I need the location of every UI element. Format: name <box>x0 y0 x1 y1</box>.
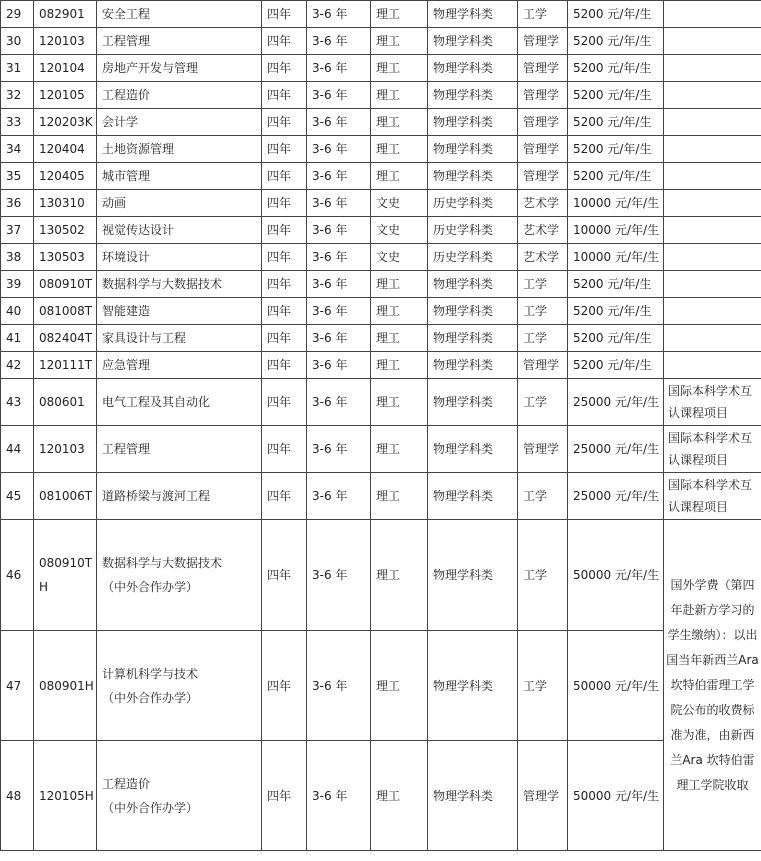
major-code: 120111T <box>34 352 97 379</box>
major-name <box>97 631 262 741</box>
major-code: 120105 <box>34 82 97 109</box>
row-index: 33 <box>1 109 34 136</box>
degree: 管理学 <box>518 109 568 136</box>
table-row <box>1 1 761 28</box>
degree: 管理学 <box>518 741 568 851</box>
duration: 四年 <box>262 217 307 244</box>
subject-group: 历史学科类 <box>428 190 518 217</box>
study-years: 3-6 年 <box>307 244 371 271</box>
duration: 四年 <box>262 271 307 298</box>
major-code: 080910T <box>34 271 97 298</box>
table-row <box>1 741 761 851</box>
degree: 管理学 <box>518 136 568 163</box>
category: 理工 <box>371 109 428 136</box>
note <box>664 217 761 244</box>
major-code: 130503 <box>34 244 97 271</box>
duration: 四年 <box>262 298 307 325</box>
row-index: 42 <box>1 352 34 379</box>
table-row <box>1 426 761 473</box>
table-row <box>1 28 761 55</box>
note <box>664 163 761 190</box>
duration: 四年 <box>262 631 307 741</box>
duration: 四年 <box>262 1 307 28</box>
major-name: 视觉传达设计 <box>97 217 262 244</box>
study-years: 3-6 年 <box>307 473 371 520</box>
duration: 四年 <box>262 163 307 190</box>
study-years: 3-6 年 <box>307 109 371 136</box>
category: 理工 <box>371 741 428 851</box>
major-name: 电气工程及其自动化 <box>97 379 262 426</box>
subject-group: 物理学科类 <box>428 741 518 851</box>
tuition-fee: 10000 元/年/生 <box>568 190 664 217</box>
major-name: 环境设计 <box>97 244 262 271</box>
category: 理工 <box>371 631 428 741</box>
study-years: 3-6 年 <box>307 741 371 851</box>
table-row <box>1 473 761 520</box>
tuition-fee: 10000 元/年/生 <box>568 244 664 271</box>
row-index: 48 <box>1 741 34 851</box>
tuition-fee: 5200 元/年/生 <box>568 109 664 136</box>
note <box>664 298 761 325</box>
major-code: 120103 <box>34 28 97 55</box>
row-index: 38 <box>1 244 34 271</box>
degree: 管理学 <box>518 82 568 109</box>
row-index: 39 <box>1 271 34 298</box>
category: 文史 <box>371 217 428 244</box>
major-code: 130310 <box>34 190 97 217</box>
subject-group: 物理学科类 <box>428 325 518 352</box>
subject-group: 历史学科类 <box>428 217 518 244</box>
category: 理工 <box>371 426 428 473</box>
subject-group: 物理学科类 <box>428 1 518 28</box>
major-name: 土地资源管理 <box>97 136 262 163</box>
major-code: 120405 <box>34 163 97 190</box>
major-name: 会计学 <box>97 109 262 136</box>
degree: 管理学 <box>518 163 568 190</box>
table-row <box>1 352 761 379</box>
major-name: 工程造价 <box>97 82 262 109</box>
subject-group: 物理学科类 <box>428 473 518 520</box>
row-index: 34 <box>1 136 34 163</box>
major-name: 家具设计与工程 <box>97 325 262 352</box>
major-name: 智能建造 <box>97 298 262 325</box>
category: 理工 <box>371 28 428 55</box>
subject-group: 物理学科类 <box>428 379 518 426</box>
duration: 四年 <box>262 190 307 217</box>
major-code: 080601 <box>34 379 97 426</box>
major-name: 动画 <box>97 190 262 217</box>
table-row <box>1 136 761 163</box>
degree: 工学 <box>518 631 568 741</box>
study-years: 3-6 年 <box>307 520 371 631</box>
subject-group: 物理学科类 <box>428 28 518 55</box>
major-name: 工程管理 <box>97 426 262 473</box>
major-code: 080910TH <box>34 520 97 631</box>
major-name-text: 计算机科学与技术 <box>102 666 199 681</box>
category: 理工 <box>371 136 428 163</box>
major-code: 130502 <box>34 217 97 244</box>
subject-group: 物理学科类 <box>428 82 518 109</box>
degree: 管理学 <box>518 426 568 473</box>
table-row <box>1 325 761 352</box>
table-row <box>1 109 761 136</box>
subject-group: 物理学科类 <box>428 298 518 325</box>
duration: 四年 <box>262 352 307 379</box>
subject-group: 历史学科类 <box>428 244 518 271</box>
study-years: 3-6 年 <box>307 28 371 55</box>
major-code: 081008T <box>34 298 97 325</box>
category: 理工 <box>371 473 428 520</box>
duration: 四年 <box>262 109 307 136</box>
tuition-fee: 25000 元/年/生 <box>568 379 664 426</box>
tuition-fee: 5200 元/年/生 <box>568 136 664 163</box>
degree: 工学 <box>518 325 568 352</box>
tuition-fee: 10000 元/年/生 <box>568 217 664 244</box>
category: 理工 <box>371 82 428 109</box>
major-name: 数据科学与大数据技术 <box>97 271 262 298</box>
row-index: 36 <box>1 190 34 217</box>
table-row <box>1 217 761 244</box>
row-index: 45 <box>1 473 34 520</box>
major-name: 工程管理 <box>97 28 262 55</box>
tuition-fee: 5200 元/年/生 <box>568 1 664 28</box>
degree: 艺术学 <box>518 244 568 271</box>
cooperation-label: （中外合作办学） <box>102 690 199 705</box>
study-years: 3-6 年 <box>307 298 371 325</box>
study-years: 3-6 年 <box>307 217 371 244</box>
row-index: 40 <box>1 298 34 325</box>
degree: 管理学 <box>518 28 568 55</box>
row-index: 30 <box>1 28 34 55</box>
major-code: 082404T <box>34 325 97 352</box>
subject-group: 物理学科类 <box>428 136 518 163</box>
table-row <box>1 379 761 426</box>
major-code: 120104 <box>34 55 97 82</box>
duration: 四年 <box>262 473 307 520</box>
study-years: 3-6 年 <box>307 426 371 473</box>
study-years: 3-6 年 <box>307 136 371 163</box>
merged-note: 国外学费（第四年赴新方学习的学生缴纳）：以出国当年新西兰Ara 坎特伯雷理工学院公布的收费标准为准，由新西兰Ara 坎特伯雷理工学院收取 <box>664 520 761 851</box>
major-name: 安全工程 <box>97 1 262 28</box>
degree: 艺术学 <box>518 190 568 217</box>
table-row <box>1 190 761 217</box>
degree: 工学 <box>518 1 568 28</box>
note <box>664 1 761 28</box>
note <box>664 325 761 352</box>
category: 理工 <box>371 271 428 298</box>
category: 理工 <box>371 1 428 28</box>
row-index: 44 <box>1 426 34 473</box>
study-years: 3-6 年 <box>307 163 371 190</box>
row-index: 31 <box>1 55 34 82</box>
category: 理工 <box>371 352 428 379</box>
note <box>664 244 761 271</box>
subject-group: 物理学科类 <box>428 163 518 190</box>
row-index: 37 <box>1 217 34 244</box>
study-years: 3-6 年 <box>307 1 371 28</box>
study-years: 3-6 年 <box>307 55 371 82</box>
study-years: 3-6 年 <box>307 82 371 109</box>
table-row <box>1 520 761 631</box>
subject-group: 物理学科类 <box>428 631 518 741</box>
major-name: 道路桥梁与渡河工程 <box>97 473 262 520</box>
major-code: 120404 <box>34 136 97 163</box>
tuition-fee: 50000 元/年/生 <box>568 741 664 851</box>
major-name <box>97 520 262 631</box>
tuition-fee: 5200 元/年/生 <box>568 352 664 379</box>
subject-group: 物理学科类 <box>428 55 518 82</box>
row-index: 35 <box>1 163 34 190</box>
note <box>664 82 761 109</box>
duration: 四年 <box>262 136 307 163</box>
duration: 四年 <box>262 28 307 55</box>
duration: 四年 <box>262 426 307 473</box>
duration: 四年 <box>262 82 307 109</box>
major-name-text: 数据科学与大数据技术 <box>102 556 223 570</box>
row-index: 41 <box>1 325 34 352</box>
degree: 管理学 <box>518 352 568 379</box>
row-index: 32 <box>1 82 34 109</box>
tuition-fee: 5200 元/年/生 <box>568 82 664 109</box>
table-row <box>1 298 761 325</box>
major-name: 城市管理 <box>97 163 262 190</box>
study-years: 3-6 年 <box>307 271 371 298</box>
tuition-fee: 25000 元/年/生 <box>568 473 664 520</box>
subject-group: 物理学科类 <box>428 352 518 379</box>
tuition-fee: 50000 元/年/生 <box>568 631 664 741</box>
tuition-fee: 25000 元/年/生 <box>568 426 664 473</box>
table-row <box>1 271 761 298</box>
note <box>664 109 761 136</box>
subject-group: 物理学科类 <box>428 426 518 473</box>
duration: 四年 <box>262 379 307 426</box>
table-row <box>1 82 761 109</box>
category: 文史 <box>371 244 428 271</box>
tuition-fee: 5200 元/年/生 <box>568 325 664 352</box>
major-name: 应急管理 <box>97 352 262 379</box>
study-years: 3-6 年 <box>307 325 371 352</box>
category: 理工 <box>371 298 428 325</box>
major-code: 082901 <box>34 1 97 28</box>
major-code: 080901H <box>34 631 97 741</box>
duration: 四年 <box>262 55 307 82</box>
category: 理工 <box>371 520 428 631</box>
study-years: 3-6 年 <box>307 379 371 426</box>
degree: 管理学 <box>518 55 568 82</box>
cooperation-label: （中外合作办学） <box>102 800 199 815</box>
table-row <box>1 244 761 271</box>
note <box>664 190 761 217</box>
note: 国际本科学术互认课程项目 <box>664 473 761 520</box>
tuition-fee: 5200 元/年/生 <box>568 298 664 325</box>
cooperation-label: （中外合作办学） <box>102 580 199 594</box>
category: 文史 <box>371 190 428 217</box>
note <box>664 28 761 55</box>
degree: 工学 <box>518 473 568 520</box>
subject-group: 物理学科类 <box>428 271 518 298</box>
duration: 四年 <box>262 741 307 851</box>
major-name <box>97 741 262 851</box>
category: 理工 <box>371 55 428 82</box>
study-years: 3-6 年 <box>307 631 371 741</box>
tuition-fee: 50000 元/年/生 <box>568 520 664 631</box>
table-row <box>1 55 761 82</box>
degree: 工学 <box>518 379 568 426</box>
note: 国际本科学术互认课程项目 <box>664 379 761 426</box>
major-code: 120203K <box>34 109 97 136</box>
duration: 四年 <box>262 244 307 271</box>
degree: 工学 <box>518 520 568 631</box>
note: 国际本科学术互认课程项目 <box>664 426 761 473</box>
subject-group: 物理学科类 <box>428 109 518 136</box>
category: 理工 <box>371 379 428 426</box>
note <box>664 55 761 82</box>
degree: 工学 <box>518 271 568 298</box>
duration: 四年 <box>262 520 307 631</box>
category: 理工 <box>371 325 428 352</box>
tuition-fee: 5200 元/年/生 <box>568 271 664 298</box>
study-years: 3-6 年 <box>307 190 371 217</box>
duration: 四年 <box>262 325 307 352</box>
major-code: 120103 <box>34 426 97 473</box>
major-code: 081006T <box>34 473 97 520</box>
degree: 工学 <box>518 298 568 325</box>
major-name-text: 工程造价 <box>102 776 151 791</box>
tuition-fee: 5200 元/年/生 <box>568 163 664 190</box>
note <box>664 352 761 379</box>
major-name: 房地产开发与管理 <box>97 55 262 82</box>
category: 理工 <box>371 163 428 190</box>
tuition-fee: 5200 元/年/生 <box>568 55 664 82</box>
note <box>664 271 761 298</box>
tuition-fee: 5200 元/年/生 <box>568 28 664 55</box>
row-index: 43 <box>1 379 34 426</box>
table-row <box>1 631 761 741</box>
study-years: 3-6 年 <box>307 352 371 379</box>
row-index: 29 <box>1 1 34 28</box>
row-index: 47 <box>1 631 34 741</box>
table-row <box>1 163 761 190</box>
subject-group: 物理学科类 <box>428 520 518 631</box>
note <box>664 136 761 163</box>
major-code: 120105H <box>34 741 97 851</box>
row-index: 46 <box>1 520 34 631</box>
degree: 艺术学 <box>518 217 568 244</box>
